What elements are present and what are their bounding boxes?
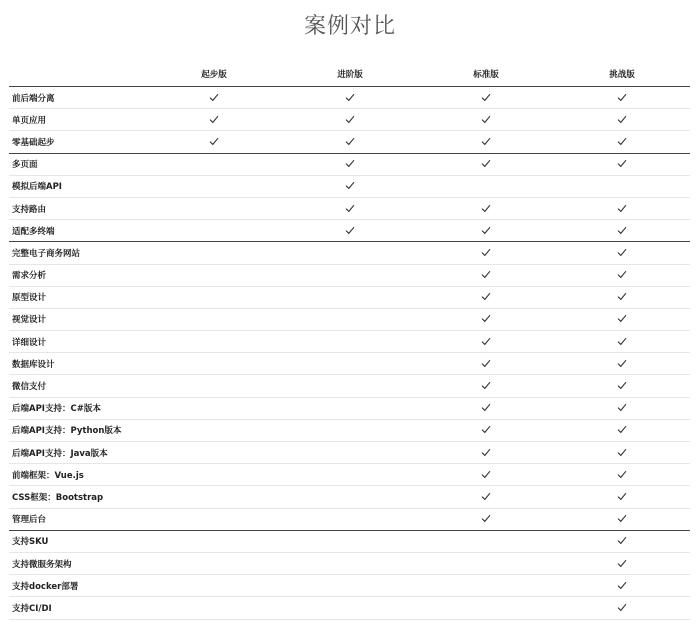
tier-cell — [418, 264, 554, 286]
tier-cell — [282, 575, 418, 597]
table-row — [9, 220, 690, 242]
table-row — [9, 508, 690, 530]
check-icon — [481, 359, 491, 368]
check-icon — [617, 403, 627, 412]
tier-cell — [554, 264, 690, 286]
tier-cell — [418, 419, 554, 441]
tier-cell — [554, 508, 690, 530]
check-icon — [617, 337, 627, 346]
feature-label: 原型设计 — [9, 286, 146, 308]
check-icon — [345, 137, 355, 146]
check-icon — [209, 137, 219, 146]
tier-cell — [282, 175, 418, 197]
tier-cell — [554, 153, 690, 175]
check-icon — [481, 204, 491, 213]
tier-cell — [554, 375, 690, 397]
feature-label: 模拟后端API — [9, 175, 146, 197]
check-icon — [617, 270, 627, 279]
check-icon — [617, 514, 627, 523]
table-row — [9, 131, 690, 153]
check-icon — [481, 93, 491, 102]
tier-cell — [418, 375, 554, 397]
table-row — [9, 264, 690, 286]
feature-label: 零基础起步 — [9, 131, 146, 153]
feature-label: 后端API支持：C#版本 — [9, 397, 146, 419]
tier-cell — [146, 331, 282, 353]
tier-cell — [282, 552, 418, 574]
tier-cell — [146, 552, 282, 574]
table-row — [9, 575, 690, 597]
feature-label: 完整电子商务网站 — [9, 242, 146, 264]
check-icon — [481, 403, 491, 412]
tier-cell — [554, 87, 690, 109]
tier-cell — [146, 575, 282, 597]
check-icon — [617, 314, 627, 323]
tier-cell — [146, 220, 282, 242]
tier-cell — [554, 286, 690, 308]
feature-label: 数据库设计 — [9, 353, 146, 375]
tier-cell — [146, 87, 282, 109]
tier-cell — [282, 397, 418, 419]
tier-cell — [554, 109, 690, 131]
tier-cell — [282, 597, 418, 619]
tier-cell — [282, 242, 418, 264]
check-icon — [481, 314, 491, 323]
tier-cell — [418, 109, 554, 131]
column-header-starter: 起步版 — [146, 61, 282, 87]
check-icon — [209, 115, 219, 124]
tier-cell — [146, 264, 282, 286]
check-icon — [617, 248, 627, 257]
tier-cell — [418, 308, 554, 330]
check-icon — [345, 226, 355, 235]
tier-cell — [554, 242, 690, 264]
column-header-standard: 标准版 — [418, 61, 554, 87]
feature-label: 后端API支持：Java版本 — [9, 442, 146, 464]
check-icon — [617, 381, 627, 390]
check-icon — [345, 115, 355, 124]
table-row — [9, 175, 690, 197]
tier-cell — [418, 575, 554, 597]
tier-cell — [146, 175, 282, 197]
tier-cell — [554, 442, 690, 464]
column-header-challenge: 挑战版 — [554, 61, 690, 87]
feature-label: 前后端分离 — [9, 87, 146, 109]
tier-cell — [282, 331, 418, 353]
feature-label: 后端API支持：Python版本 — [9, 419, 146, 441]
check-icon — [481, 337, 491, 346]
tier-cell — [418, 331, 554, 353]
column-header-advanced: 进阶版 — [282, 61, 418, 87]
tier-cell — [146, 353, 282, 375]
tier-cell — [418, 353, 554, 375]
feature-label: 详细设计 — [9, 331, 146, 353]
tier-cell — [146, 419, 282, 441]
tier-cell — [146, 153, 282, 175]
tier-cell — [554, 397, 690, 419]
tier-cell — [418, 530, 554, 552]
table-row — [9, 197, 690, 219]
check-icon — [617, 359, 627, 368]
check-icon — [617, 581, 627, 590]
table-row — [9, 353, 690, 375]
tier-cell — [554, 220, 690, 242]
tier-cell — [418, 175, 554, 197]
header-row — [9, 61, 690, 87]
check-icon — [617, 536, 627, 545]
tier-cell — [146, 308, 282, 330]
tier-cell — [418, 508, 554, 530]
tier-cell — [554, 464, 690, 486]
tier-cell — [282, 486, 418, 508]
check-icon — [345, 93, 355, 102]
feature-label: 支持路由 — [9, 197, 146, 219]
table-row — [9, 464, 690, 486]
table-row — [9, 153, 690, 175]
tier-cell — [418, 442, 554, 464]
tier-cell — [418, 87, 554, 109]
tier-cell — [282, 353, 418, 375]
tier-cell — [554, 552, 690, 574]
check-icon — [481, 159, 491, 168]
tier-cell — [282, 131, 418, 153]
tier-cell — [282, 530, 418, 552]
comparison-table — [9, 61, 690, 620]
tier-cell — [554, 419, 690, 441]
tier-cell — [418, 597, 554, 619]
check-icon — [481, 115, 491, 124]
feature-label: 视觉设计 — [9, 308, 146, 330]
check-icon — [617, 93, 627, 102]
tier-cell — [146, 375, 282, 397]
tier-cell — [554, 530, 690, 552]
check-icon — [481, 448, 491, 457]
tier-cell — [146, 508, 282, 530]
tier-cell — [418, 131, 554, 153]
check-icon — [481, 425, 491, 434]
check-icon — [617, 226, 627, 235]
tier-cell — [418, 464, 554, 486]
tier-cell — [146, 486, 282, 508]
check-icon — [481, 137, 491, 146]
table-row — [9, 397, 690, 419]
feature-label: 管理后台 — [9, 508, 146, 530]
check-icon — [481, 270, 491, 279]
check-icon — [617, 470, 627, 479]
check-icon — [617, 115, 627, 124]
tier-cell — [282, 153, 418, 175]
tier-cell — [418, 242, 554, 264]
table-row — [9, 308, 690, 330]
tier-cell — [282, 220, 418, 242]
feature-label: 支持docker部署 — [9, 575, 146, 597]
check-icon — [617, 159, 627, 168]
tier-cell — [554, 175, 690, 197]
feature-label: 适配多终端 — [9, 220, 146, 242]
feature-label: CSS框架：Bootstrap — [9, 486, 146, 508]
page-title: 案例对比 — [303, 14, 396, 39]
tier-cell — [146, 242, 282, 264]
table-row — [9, 286, 690, 308]
feature-label: 需求分析 — [9, 264, 146, 286]
tier-cell — [418, 220, 554, 242]
check-icon — [481, 470, 491, 479]
tier-cell — [282, 464, 418, 486]
tier-cell — [146, 397, 282, 419]
tier-cell — [418, 552, 554, 574]
tier-cell — [554, 197, 690, 219]
tier-cell — [146, 109, 282, 131]
tier-cell — [554, 575, 690, 597]
tier-cell — [554, 486, 690, 508]
check-icon — [481, 248, 491, 257]
table-row — [9, 597, 690, 619]
table-row — [9, 242, 690, 264]
feature-column-header — [9, 61, 146, 87]
check-icon — [617, 603, 627, 612]
table-row — [9, 442, 690, 464]
table-row — [9, 375, 690, 397]
tier-cell — [418, 397, 554, 419]
check-icon — [617, 425, 627, 434]
tier-cell — [146, 286, 282, 308]
tier-cell — [554, 331, 690, 353]
check-icon — [481, 226, 491, 235]
tier-cell — [282, 419, 418, 441]
tier-cell — [282, 87, 418, 109]
table-body — [9, 87, 690, 620]
tier-cell — [554, 597, 690, 619]
check-icon — [617, 559, 627, 568]
tier-cell — [418, 286, 554, 308]
tier-cell — [282, 286, 418, 308]
tier-cell — [282, 109, 418, 131]
tier-cell — [282, 508, 418, 530]
tier-cell — [282, 308, 418, 330]
check-icon — [617, 204, 627, 213]
tier-cell — [418, 486, 554, 508]
tier-cell — [146, 442, 282, 464]
tier-cell — [282, 442, 418, 464]
tier-cell — [282, 264, 418, 286]
feature-label: 支持微服务架构 — [9, 552, 146, 574]
check-icon — [481, 514, 491, 523]
table-row — [9, 331, 690, 353]
tier-cell — [282, 375, 418, 397]
check-icon — [481, 381, 491, 390]
feature-label: 多页面 — [9, 153, 146, 175]
tier-cell — [282, 197, 418, 219]
tier-cell — [146, 530, 282, 552]
tier-cell — [418, 197, 554, 219]
check-icon — [209, 93, 219, 102]
check-icon — [617, 292, 627, 301]
tier-cell — [554, 353, 690, 375]
table-row — [9, 109, 690, 131]
table-row — [9, 486, 690, 508]
check-icon — [617, 137, 627, 146]
table-row — [9, 87, 690, 109]
check-icon — [481, 492, 491, 501]
tier-cell — [554, 308, 690, 330]
check-icon — [345, 159, 355, 168]
tier-cell — [554, 131, 690, 153]
feature-label: 支持SKU — [9, 530, 146, 552]
table-row — [9, 419, 690, 441]
check-icon — [345, 181, 355, 190]
check-icon — [481, 292, 491, 301]
feature-label: 前端框架：Vue.js — [9, 464, 146, 486]
feature-label: 单页应用 — [9, 109, 146, 131]
tier-cell — [146, 597, 282, 619]
table-row — [9, 530, 690, 552]
tier-cell — [418, 153, 554, 175]
tier-cell — [146, 131, 282, 153]
tier-cell — [146, 464, 282, 486]
check-icon — [617, 448, 627, 457]
feature-label: 微信支付 — [9, 375, 146, 397]
check-icon — [617, 492, 627, 501]
table-row — [9, 552, 690, 574]
tier-cell — [146, 197, 282, 219]
feature-label: 支持CI/DI — [9, 597, 146, 619]
check-icon — [345, 204, 355, 213]
